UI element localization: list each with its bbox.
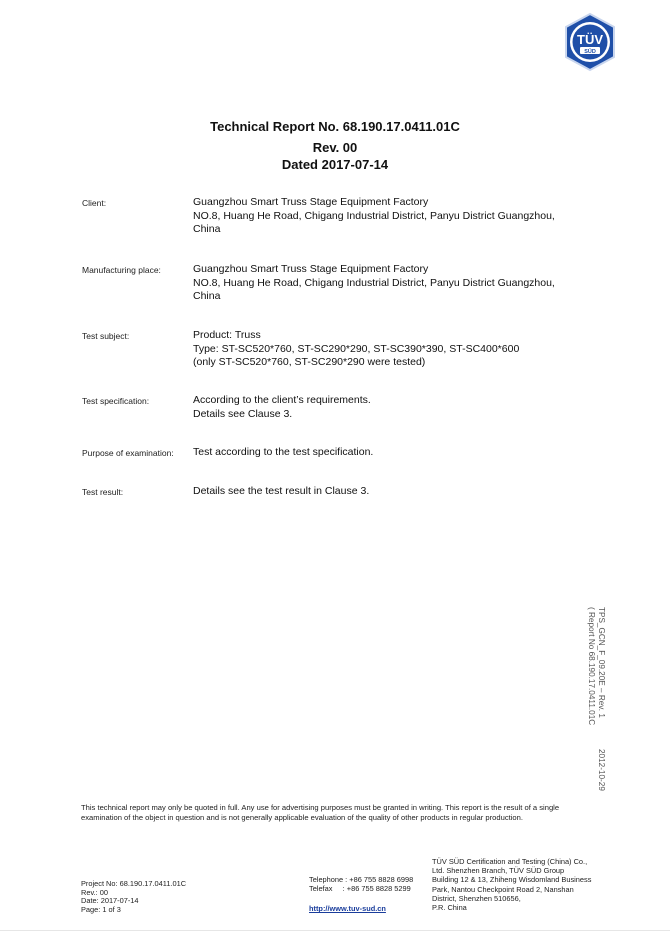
report-title: Technical Report No. 68.190.17.0411.01C xyxy=(210,119,460,134)
page-number: Page: 1 of 3 xyxy=(81,904,121,914)
disclaimer-text: This technical report may only be quoted in full. Any use for advertising purposes must be granted in writing. This report is the result of a single examination of the object in question and is not generally applicable evaluation of the quality of other products in regular production. xyxy=(81,803,560,822)
report-revision: Rev. 00 xyxy=(312,140,358,155)
address-line: Building 12 & 13, Zhiheng Wisdomland Business xyxy=(432,875,592,885)
value-line: (only ST-SC520*760, ST-SC290*290 were tested) xyxy=(193,356,426,368)
address-line: District, Shenzhen 510656, xyxy=(432,893,521,903)
field-value xyxy=(193,196,603,237)
footer-contact xyxy=(309,876,413,914)
value-line: Details see the test result in Clause 3. xyxy=(193,485,370,497)
value-line: NO.8, Huang He Road, Chigang Industrial District, Panyu District Guangzhou, xyxy=(193,209,555,222)
address-line: TÜV SÜD Certification and Testing (China) Co., xyxy=(432,857,588,866)
address-line: Park, Nantou Checkpoint Road 2, Nanshan xyxy=(432,884,574,894)
telephone: Telephone : +86 755 8828 6998 xyxy=(309,875,414,884)
value-line: Test according to the test specification. xyxy=(193,446,374,458)
field-label: Test result: xyxy=(82,487,124,497)
field-label: Client: xyxy=(82,198,107,208)
logo-sub-text: SÜD xyxy=(584,49,596,55)
value-line: According to the client’s requirements. xyxy=(193,394,371,406)
value-line: Guangzhou Smart Truss Stage Equipment Factory xyxy=(193,196,429,208)
field-value xyxy=(193,263,603,304)
field-value xyxy=(193,329,603,370)
footer-project-info xyxy=(81,880,186,914)
field-label: Purpose of examination: xyxy=(82,448,174,458)
page-bottom-edge xyxy=(0,930,670,931)
footer-date: Date: 2017-07-14 xyxy=(81,896,139,906)
address-line: P.R. China xyxy=(432,903,467,913)
value-line: Product: Truss xyxy=(193,329,261,341)
value-line: China xyxy=(193,223,221,235)
side-report-number: ( Report No 68.190.17.0411.01C xyxy=(587,607,597,726)
side-text xyxy=(587,607,606,791)
report-date: Dated 2017-07-14 xyxy=(281,157,389,172)
value-line: Guangzhou Smart Truss Stage Equipment Factory xyxy=(193,263,429,275)
logo-main-text: TÜV xyxy=(577,32,603,47)
form-code: TPS_GCN_F_09.20E – Rev. 1 xyxy=(597,607,606,718)
field-value xyxy=(193,446,603,460)
tuv-sud-logo xyxy=(560,12,620,72)
field-value xyxy=(193,485,603,499)
form-date: 2012-10-29 xyxy=(597,749,606,791)
value-line: NO.8, Huang He Road, Chigang Industrial District, Panyu District Guangzhou, xyxy=(193,276,555,289)
field-label: Manufacturing place: xyxy=(82,265,161,275)
field-label: Test subject: xyxy=(82,331,130,341)
value-line: Type: ST-SC520*760, ST-SC290*290, ST-SC390*390, ST-SC400*600 xyxy=(193,342,520,355)
field-value xyxy=(193,394,603,421)
website-link[interactable]: http://www.tuv-sud.cn xyxy=(309,904,386,914)
value-line: China xyxy=(193,290,221,302)
footer-revision: Rev.: 00 xyxy=(81,887,108,897)
field-label: Test specification: xyxy=(82,396,150,406)
telefax: Telefax : +86 755 8828 5299 xyxy=(309,883,411,893)
address-line: Ltd. Shenzhen Branch, TÜV SÜD Group xyxy=(432,866,565,876)
value-line: Details see Clause 3. xyxy=(193,407,293,420)
footer-address xyxy=(432,857,602,917)
project-number: Project No: 68.190.17.0411.01C xyxy=(81,879,187,888)
